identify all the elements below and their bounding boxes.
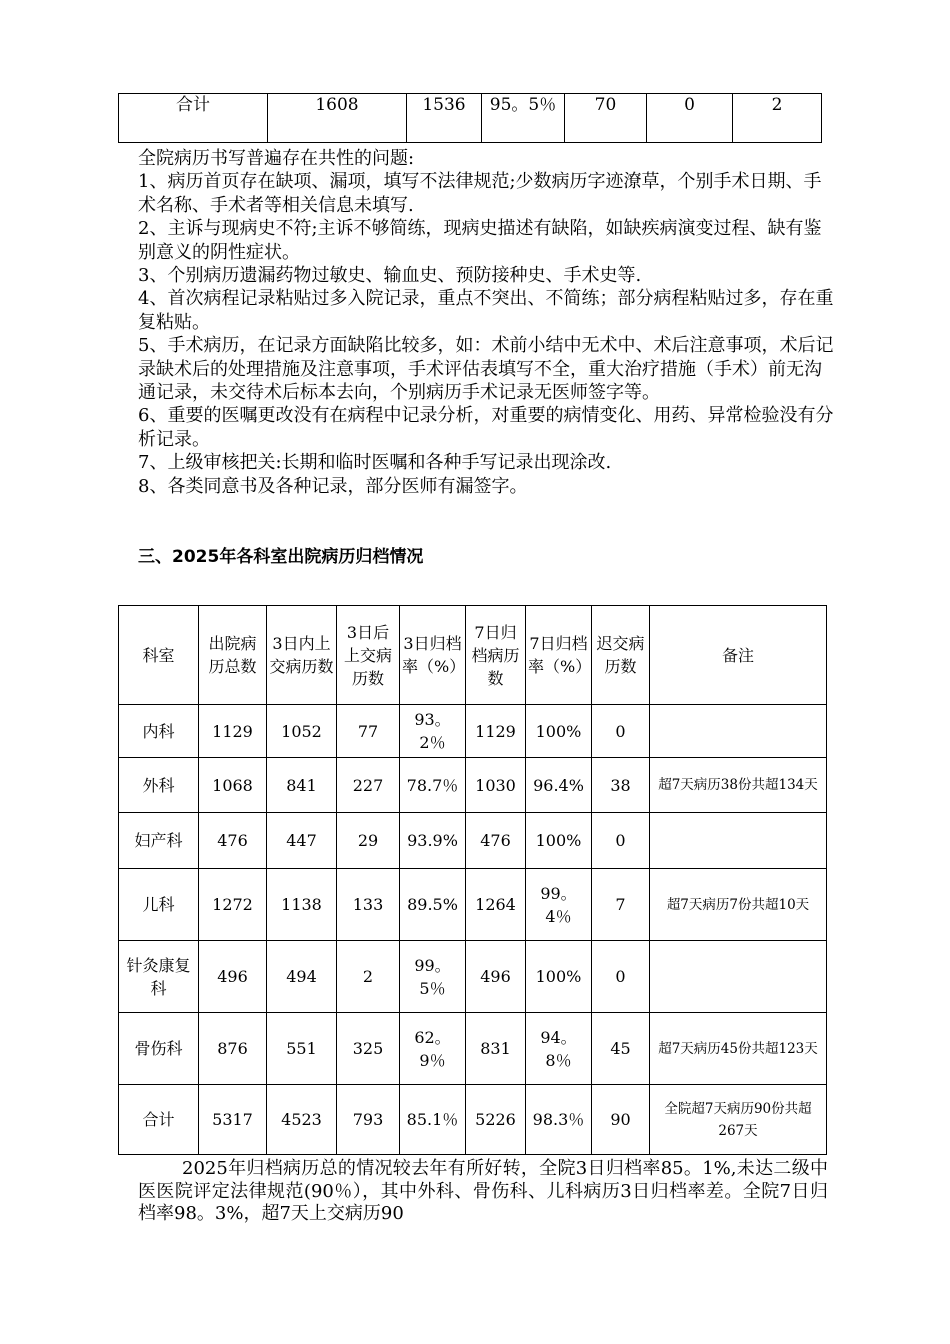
table-cell: 476 [466, 813, 526, 869]
table-cell: 合计 [119, 94, 268, 143]
table-row [119, 758, 827, 813]
table-cell: 793 [337, 1085, 400, 1155]
table-cell: 0 [592, 941, 650, 1013]
table-cell: 2 [733, 94, 822, 143]
list-item: 5、手术病历，在记录方面缺陷比较多，如：术前小结中无术中、术后注意事项，术后记录缺术后的处理措施及注意事项，手术评估表填写不全，重大治疗措施（手术）前无沟通记录，未交待术后标本去向，个别病历手术记录无医师签字等。 [138, 335, 834, 404]
list-item: 7、上级审核把关:长期和临时医嘱和各种手写记录出现涂改. [138, 452, 612, 474]
table-cell: 1030 [466, 758, 526, 813]
table-cell: 496 [466, 941, 526, 1013]
table-cell: 1068 [199, 758, 267, 813]
note-cell: 超7天病历7份共超10天 [650, 869, 827, 941]
note-cell [650, 705, 827, 758]
note-cell [650, 813, 827, 869]
table-cell: 1052 [267, 705, 337, 758]
table-cell: 78.7％ [400, 758, 466, 813]
table-cell: 99。5％ [400, 941, 466, 1013]
list-item: 2、主诉与现病史不符;主诉不够简练，现病史描述有缺陷，如缺疾病演变过程、缺有鉴别意义的阴性症状。 [138, 218, 822, 263]
table-cell: 7 [592, 869, 650, 941]
summary-paragraph: 2025年归档病历总的情况较去年有所好转，全院3日归档率85。1%,未达二级中医医院评定法律规范(90％），其中外科、骨伤科、儿科病历3日归档率差。全院7日归档率98。3%，超7天上交病历90 [138, 1158, 828, 1224]
note-cell: 超7天病历45份共超123天 [650, 1013, 827, 1085]
table-cell: 1129 [199, 705, 267, 758]
table-cell: 针灸康复科 [119, 941, 199, 1013]
table-cell: 29 [337, 813, 400, 869]
table-cell: 325 [337, 1013, 400, 1085]
table-cell: 831 [466, 1013, 526, 1085]
table-cell: 133 [337, 869, 400, 941]
section-heading: 三、2025年各科室出院病历归档情况 [138, 547, 424, 567]
table-cell: 447 [267, 813, 337, 869]
table-cell: 0 [647, 94, 733, 143]
table-row [119, 813, 827, 869]
table-cell: 99。4％ [526, 869, 592, 941]
list-item: 1、病历首页存在缺项、漏项，填写不法律规范;少数病历字迹潦草，个别手术日期、手术名称、手术者等相关信息未填写. [138, 171, 822, 216]
table-cell: 94。8％ [526, 1013, 592, 1085]
table-cell: 1272 [199, 869, 267, 941]
table-cell: 876 [199, 1013, 267, 1085]
table-cell: 0 [592, 813, 650, 869]
table-cell: 496 [199, 941, 267, 1013]
table-cell: 96.4% [526, 758, 592, 813]
note-cell: 超7天病历38份共超134天 [650, 758, 827, 813]
table-cell: 100% [526, 941, 592, 1013]
table-cell: 妇产科 [119, 813, 199, 869]
table-cell: 62。9％ [400, 1013, 466, 1085]
table-cell: 1608 [268, 94, 407, 143]
list-item: 3、个别病历遗漏药物过敏史、输血史、预防接种史、手术史等. [138, 265, 642, 287]
issues-intro: 全院病历书写普遍存在共性的问题: [138, 148, 415, 169]
table-cell: 90 [592, 1085, 650, 1155]
table-cell: 494 [267, 941, 337, 1013]
table-cell: 1129 [466, 705, 526, 758]
table-cell: 93。2％ [400, 705, 466, 758]
table-cell: 85.1％ [400, 1085, 466, 1155]
table-cell: 93.9% [400, 813, 466, 869]
list-item: 8、各类同意书及各种记录，部分医师有漏签字。 [138, 475, 528, 497]
table-cell: 227 [337, 758, 400, 813]
table-cell: 5317 [199, 1085, 267, 1155]
list-item: 4、首次病程记录粘贴过多入院记录，重点不突出、不简练；部分病程粘贴过多，存在重复粘贴。 [138, 288, 834, 333]
table-row [119, 941, 827, 1013]
column-header: 迟交病历数 [592, 606, 650, 705]
table-cell: 38 [592, 758, 650, 813]
list-item: 6、重要的医嘱更改没有在病程中记录分析，对重要的病情变化、用药、异常检验没有分析记录。 [138, 405, 834, 450]
table-cell: 骨伤科 [119, 1013, 199, 1085]
table-cell: 45 [592, 1013, 650, 1085]
table-cell: 1138 [267, 869, 337, 941]
table-row [119, 1013, 827, 1085]
table-cell: 551 [267, 1013, 337, 1085]
table-row [119, 94, 822, 143]
column-header: 3日内上交病历数 [267, 606, 337, 705]
summary-table-top [118, 93, 822, 143]
table-cell: 95。5％ [482, 94, 565, 143]
table-header-row [119, 606, 827, 705]
table-row [119, 1085, 827, 1155]
archive-table [118, 605, 827, 1155]
table-cell: 合计 [119, 1085, 199, 1155]
table-cell: 1264 [466, 869, 526, 941]
column-header: 7日归档病历数 [466, 606, 526, 705]
column-header: 3日归档率（%） [400, 606, 466, 705]
column-header: 7日归档率（%） [526, 606, 592, 705]
column-header: 3日后上交病历数 [337, 606, 400, 705]
table-cell: 841 [267, 758, 337, 813]
note-cell: 全院超7天病历90份共超267天 [650, 1085, 827, 1155]
table-cell: 70 [565, 94, 647, 143]
column-header: 备注 [650, 606, 827, 705]
issues-list [138, 147, 838, 498]
table-cell: 98.3％ [526, 1085, 592, 1155]
table-row [119, 705, 827, 758]
table-cell: 476 [199, 813, 267, 869]
table-cell: 内科 [119, 705, 199, 758]
table-cell: 1536 [407, 94, 482, 143]
column-header: 科室 [119, 606, 199, 705]
table-cell: 2 [337, 941, 400, 1013]
table-cell: 5226 [466, 1085, 526, 1155]
table-cell: 外科 [119, 758, 199, 813]
table-cell: 4523 [267, 1085, 337, 1155]
table-cell: 儿科 [119, 869, 199, 941]
column-header: 出院病历总数 [199, 606, 267, 705]
table-cell: 89.5% [400, 869, 466, 941]
table-cell: 100% [526, 705, 592, 758]
table-cell: 0 [592, 705, 650, 758]
table-cell: 100% [526, 813, 592, 869]
table-row [119, 869, 827, 941]
note-cell [650, 941, 827, 1013]
table-cell: 77 [337, 705, 400, 758]
